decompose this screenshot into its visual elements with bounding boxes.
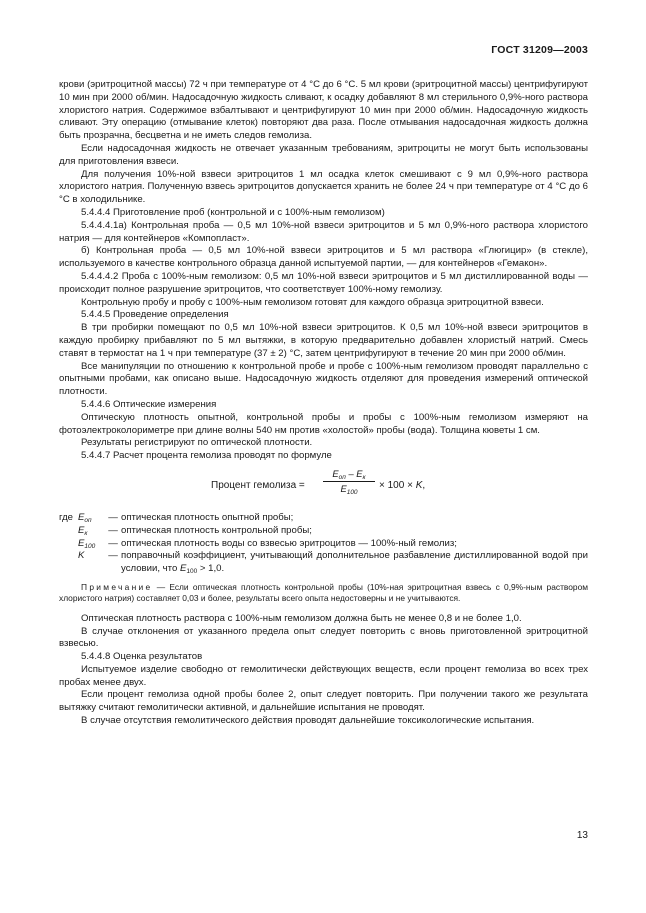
formula-sub: 100 [346, 488, 358, 496]
hemolysis-formula [59, 468, 588, 508]
section-5-4-4-4-1: 5.4.4.4.1а) Контрольная проба — 0,5 мл 10%-ной взвеси эритроцитов и 5 мл 0,9%-ного раствора хлористого натрия — для контейнеров «Компопласт». [59, 219, 588, 244]
definition-row [59, 538, 588, 551]
definition-symbol: K [78, 550, 85, 562]
definition-dash: — [108, 537, 118, 549]
section-5-4-4-4-2: 5.4.4.4.2 Проба с 100%-ным гемолизом: 0,5 мл 10%-ной взвеси эритроцитов и 5 мл дистиллированной воды — происходит полное разрушение эритроцитов, что соответствует 100%-ному гемолизу. [59, 270, 588, 295]
paragraph: Если надосадочная жидкость не отвечает указанным требованиям, эритроциты не могут быть использованы для приготовления взвеси. [59, 142, 588, 167]
paragraph: Оптическую плотность опытной, контрольной пробы и пробы с 100%-ным гемолизом измеряют на фотоэлектроколориметре при длине волны 540 нм против «холостой» пробы (вода). Толщина кюветы 1 см. [59, 411, 588, 436]
definition-dash: — [108, 550, 118, 562]
formula-comma: , [422, 479, 426, 491]
paragraph: б) Контрольная проба — 0,5 мл 10%-ной взвеси эритроцитов и 5 мл раствора «Глюгицир» (в стекле), используемого в качестве контрольного образца данной испытуемой партии, — для контейнеров «Гемакон». [59, 245, 588, 270]
section-heading-5-4-4-6: 5.4.4.6 Оптические измерения [81, 398, 217, 410]
formula-minus: – [345, 467, 357, 479]
definition-row [59, 525, 588, 538]
definition-text: оптическая плотность опытной пробы; [121, 511, 294, 523]
formula-sub: оп [338, 473, 346, 481]
formula-tail [379, 480, 425, 493]
note [59, 582, 588, 605]
paragraph: крови (эритроцитной массы) 72 ч при температуре от 4 °С до 6 °С. 5 мл крови (эритроцитной массы) центрифугируют 10 мин при 2000 об/мин. Надосадочную жидкость сливают, к осадку добавляют 8 мл стерильного 0,9%-ного раствора хлористого натрия. Содержимое взбалтывают и центрифугируют 10 мин при 2000 об/мин. Надосадочную жидкость сливают. Эту операцию (отмывание клеток) повторяют два раза. После отмывания надосадочная жидкость должна быть прозрачна, бесцветна и не иметь следов гемолиза. [59, 79, 588, 142]
formula-fraction [323, 468, 375, 495]
paragraph: Оптическая плотность раствора с 100%-ным гемолизом должна быть не менее 0,8 и не более 1,0. [81, 612, 522, 624]
definition-dash: — [108, 524, 118, 536]
definition-row [59, 550, 588, 576]
definition-symbol: $E_{оп}$ [78, 511, 92, 524]
section-heading-5-4-4-7: 5.4.4.7 Расчет процента гемолиза проводят по формуле [81, 450, 332, 462]
page-body [59, 79, 588, 728]
variable-definitions [59, 512, 588, 576]
formula-multiplier: × 100 × [379, 479, 413, 491]
paragraph: Контрольную пробу и пробу с 100%-ным гемолизом готовят для каждого образца эритроцитной взвеси. [81, 296, 544, 308]
document-code: ГОСТ 31209—2003 [491, 44, 588, 56]
paragraph: Если процент гемолиза одной пробы более 2, опыт следует повторить. При получении такого же результата вытяжку считают гемолитически активной, и дальнейшие испытания не проводят. [59, 689, 588, 714]
paragraph: Результаты регистрируют по оптической плотности. [81, 437, 313, 449]
section-heading-5-4-4-5: 5.4.4.5 Проведение определения [81, 309, 229, 321]
formula-var: K [415, 479, 423, 491]
definition-text: оптическая плотность воды со взвесью эритроцитов — 100%-ный гемолиз; [121, 537, 457, 549]
formula-var: E [340, 482, 347, 494]
paragraph: Испытуемое изделие свободно от гемолитически действующих веществ, если процент гемолиза во всех трех пробах менее двух. [59, 663, 588, 688]
page-number: 13 [576, 830, 588, 841]
definition-text: оптическая плотность контрольной пробы; [121, 524, 312, 536]
formula-var: E [332, 467, 339, 479]
note-text: — Если оптическая плотность контрольной пробы (10%-ная эритроцитная взвесь с 0,9%-ным раствором хлористого натрия) составляет 0,03 и более, результаты всего опыта недостоверны и не учитываются. [59, 581, 588, 604]
definition-dash: — [108, 511, 118, 523]
note-label: Примечание [81, 581, 153, 592]
formula-sub: к [362, 473, 366, 481]
formula-numerator [323, 468, 375, 482]
paragraph: В три пробирки помещают по 0,5 мл 10%-ной взвеси эритроцитов. К 0,5 мл 10%-ной взвеси эритроцитов в каждую пробирку прибавляют по 5 мл вытяжки, в которую предварительно добавлен хлористый натрий. Смесь ставят в термостат на 1 ч при температуре (37 ± 2) °С, затем центрифугируют в течение 20 мин при 2000 об/мин. [59, 322, 588, 359]
paragraph: Для получения 10%-ной взвеси эритроцитов 1 мл осадка клеток смешивают с 9 мл 0,9%-ного раствора хлористого натрия. Полученную взвесь эритроцитов допускается хранить не более 24 ч при температуре от 4 °С до 6 °С в холодильнике. [59, 168, 588, 206]
paragraph: Все манипуляции по отношению к контрольной пробе и пробе с 100%-ным гемолизом проводят параллельно с опытными пробами, как описано выше. Надосадочную жидкость отделяют для проведения измерений оптической плотности. [59, 360, 588, 398]
section-heading-5-4-4-4: 5.4.4.4 Приготовление проб (контрольной и с 100%-ным гемолизом) [81, 206, 385, 218]
definition-text: поправочный коэффициент, учитывающий дополнительное разбавление дистиллированной водой при условии, что $E_{100} > 1,0$. [121, 550, 588, 576]
section-heading-5-4-4-8: 5.4.4.8 Оценка результатов [81, 651, 203, 663]
formula-denominator [323, 482, 375, 495]
definition-symbol: $E_к$ [78, 524, 88, 537]
paragraph: В случае отклонения от указанного предела опыт следует повторить с вновь приготовленной эритроцитной взвесью. [59, 625, 588, 650]
paragraph: В случае отсутствия гемолитического действия проводят дальнейшие токсикологические испытания. [81, 715, 535, 727]
formula-var: E [356, 467, 363, 479]
definition-row [59, 512, 588, 525]
definition-intro: где [59, 511, 74, 523]
definition-symbol: $E_{100}$ [78, 537, 96, 550]
formula-label: Процент гемолиза = [211, 479, 305, 491]
